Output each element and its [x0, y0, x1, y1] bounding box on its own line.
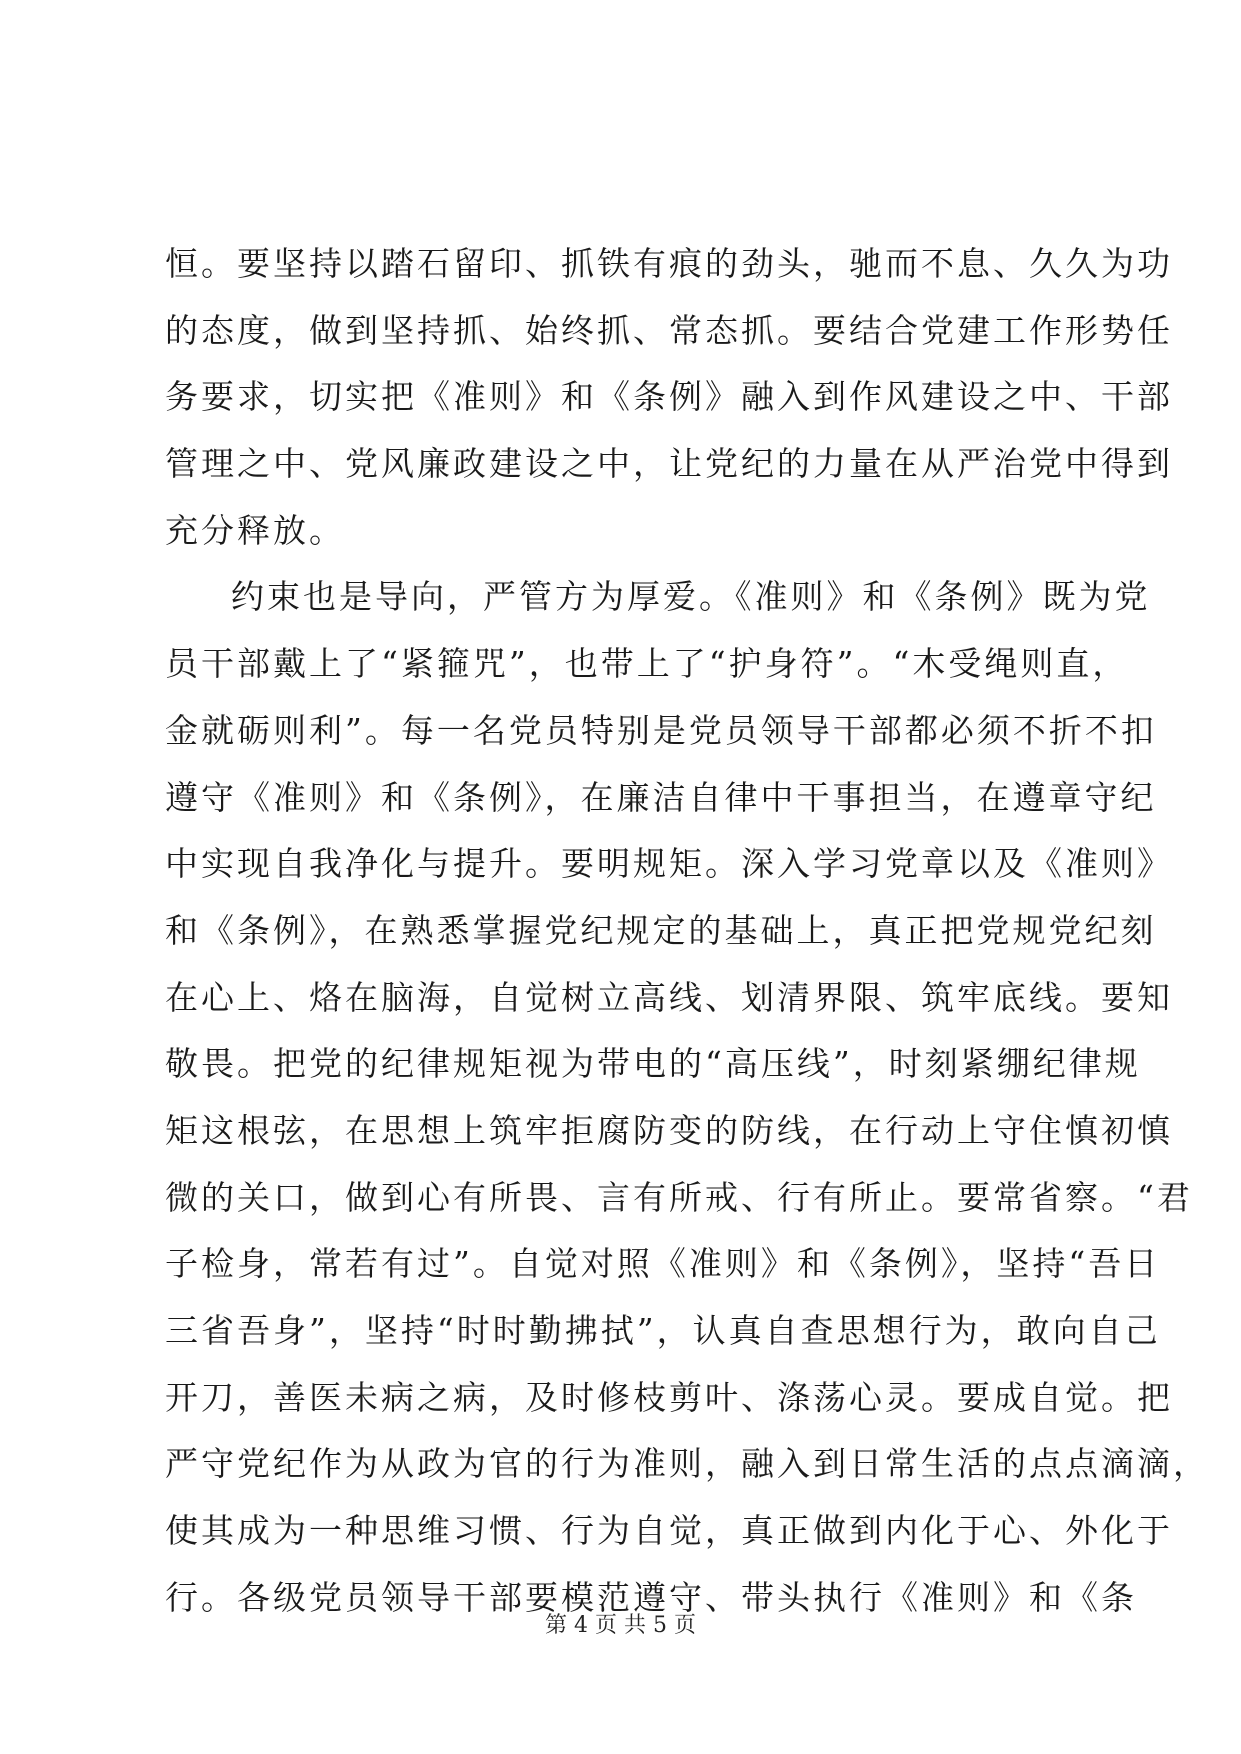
text-line: 微的关口，做到心有所畏、言有所戒、行有所止。要常省察。“君: [165, 1177, 1193, 1217]
text-line: 恒。要坚持以踏石留印、抓铁有痕的劲头，驰而不息、久久为功: [165, 244, 1173, 283]
text-line: 的态度，做到坚持抓、始终抓、常态抓。要结合党建工作形势任: [165, 310, 1173, 350]
text-line: 使其成为一种思维习惯、行为自觉，真正做到内化于心、外化于: [165, 1511, 1173, 1551]
text-line: 开刀，善医未病之病，及时修枝剪叶、涤荡心灵。要成自觉。把: [165, 1377, 1173, 1417]
text-line: 管理之中、党风廉政建设之中，让党纪的力量在从严治党中得到: [165, 444, 1173, 484]
text-line: 金就砺则利”。每一名党员特别是党员领导干部都必须不折不扣: [165, 710, 1157, 750]
text-line: 充分释放。: [165, 510, 345, 550]
text-line: 行。各级党员领导干部要模范遵守、带头执行《准则》和《条: [165, 1577, 1137, 1617]
text-line: 三省吾身”，坚持“时时勤拂拭”，认真自查思想行为，敢向自己: [165, 1311, 1161, 1350]
text-line: 敬畏。把党的纪律规矩视为带电的“高压线”，时刻紧绷纪律规: [165, 1044, 1141, 1084]
page-footer: 第 4 页 共 5 页: [545, 1613, 696, 1638]
text-line: 遵守《准则》和《条例》，在廉洁自律中干事担当，在遵章守纪: [165, 777, 1157, 817]
text-line: 员干部戴上了“紧箍咒”，也带上了“护身符”。“木受绳则直，: [165, 644, 1129, 684]
text-line: 矩这根弦，在思想上筑牢拒腐防变的防线，在行动上守住慎初慎: [165, 1110, 1173, 1150]
text-line: 中实现自我净化与提升。要明规矩。深入学习党章以及《准则》: [165, 844, 1173, 884]
text-line: 和《条例》，在熟悉掌握党纪规定的基础上，真正把党规党纪刻: [165, 910, 1157, 950]
text-line: 在心上、烙在脑海，自觉树立高线、划清界限、筑牢底线。要知: [165, 977, 1173, 1017]
text-line: 严守党纪作为从政为官的行为准则，融入到日常生活的点点滴滴，: [165, 1444, 1209, 1484]
text-line: 子检身，常若有过”。自觉对照《准则》和《条例》，坚持“吾日: [165, 1244, 1161, 1284]
body-text: [165, 231, 1209, 1631]
text-line: 约束也是导向，严管方为厚爱。《准则》和《条例》既为党: [231, 577, 1151, 617]
text-line: 务要求，切实把《准则》和《条例》融入到作风建设之中、干部: [165, 377, 1173, 417]
